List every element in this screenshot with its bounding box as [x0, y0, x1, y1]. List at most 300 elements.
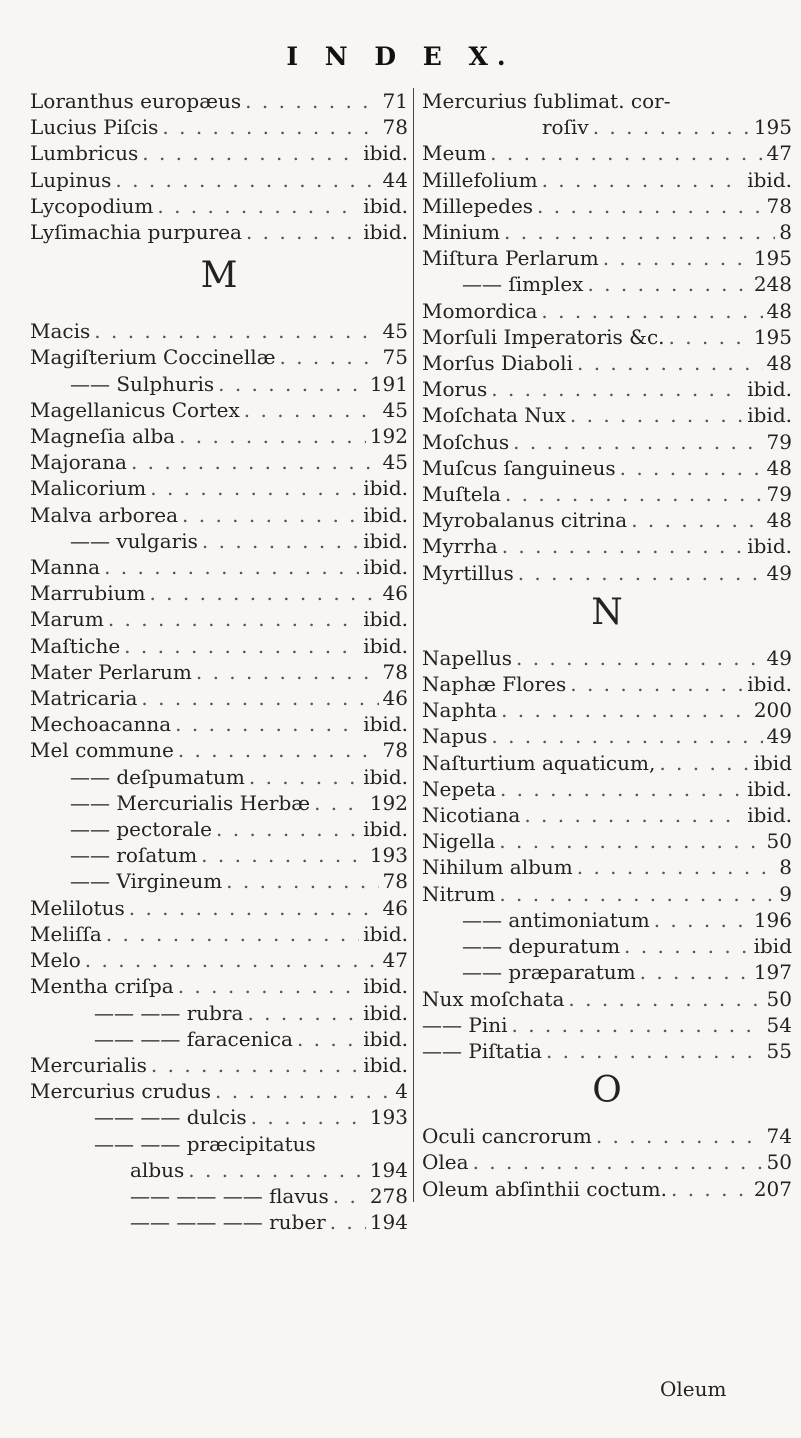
index-entry	[422, 881, 792, 907]
leader-dots	[106, 921, 359, 947]
entry-name: Moſchata Nux	[422, 403, 566, 428]
index-entry	[422, 1012, 792, 1038]
catchword: Oleum	[660, 1377, 727, 1401]
entry-page: 197	[753, 960, 792, 985]
entry-page: 195	[753, 324, 792, 349]
entry-name: Myrrha	[422, 534, 498, 559]
entry-name: Morus	[422, 377, 488, 402]
leader-dots	[196, 659, 379, 685]
entry-page: ibid.	[363, 1026, 408, 1051]
index-entry	[422, 697, 792, 723]
entry-page: 48	[766, 298, 792, 323]
entry-name: —— —— —— ruber	[130, 1210, 326, 1235]
leader-dots	[593, 114, 750, 140]
entry-page: 49	[766, 724, 792, 749]
entry-page: ibid.	[363, 1000, 408, 1025]
entry-name: Myrobalanus citrina	[422, 508, 628, 533]
leader-dots	[620, 455, 763, 481]
leader-dots	[596, 1123, 763, 1149]
leader-dots	[669, 324, 750, 350]
index-entry	[422, 1149, 792, 1175]
entry-page: 248	[753, 272, 792, 297]
entry-page: ibid.	[747, 534, 792, 559]
entry-page: ibid.	[363, 974, 408, 999]
entry-name: Morſus Diaboli	[422, 351, 573, 376]
leader-dots	[499, 828, 762, 854]
index-entry	[422, 140, 792, 166]
index-entry	[30, 423, 408, 449]
leader-dots	[491, 376, 743, 402]
index-entry	[30, 737, 408, 763]
entry-name: —— Sulphuris	[70, 371, 215, 396]
entry-page: 46	[382, 895, 408, 920]
entry-page: 195	[753, 115, 792, 140]
entry-name: Napus	[422, 724, 488, 749]
entry-name: Mercurialis	[30, 1052, 147, 1077]
index-entry	[422, 402, 792, 428]
entry-page: ibid	[753, 934, 792, 959]
entry-page: 8	[779, 855, 792, 880]
entry-name: Olea	[422, 1150, 469, 1175]
entry-page: ibid.	[747, 803, 792, 828]
entry-name: Matricaria	[30, 686, 138, 711]
entry-name: —— roſatum	[70, 843, 198, 868]
entry-name: Mercurius ſublimat. cor-	[422, 89, 671, 113]
entry-name: Majorana	[30, 450, 127, 475]
leader-dots	[85, 947, 379, 973]
leader-dots	[216, 816, 359, 842]
index-entry	[30, 502, 408, 528]
page-header: I N D E X.	[286, 42, 515, 71]
entry-name: Lyſimachia purpurea	[30, 220, 242, 245]
leader-dots	[631, 507, 762, 533]
leader-dots	[280, 344, 379, 370]
leader-dots	[524, 802, 743, 828]
entry-page: 48	[766, 508, 792, 533]
index-entry	[422, 1123, 792, 1149]
entry-page: 79	[766, 482, 792, 507]
leader-dots	[577, 350, 763, 376]
entry-page: 79	[766, 429, 792, 454]
entry-page: 200	[753, 698, 792, 723]
leader-dots	[244, 397, 379, 423]
index-entry	[422, 645, 792, 671]
entry-page: 192	[369, 424, 408, 449]
entry-page: 207	[753, 1176, 792, 1201]
leader-dots	[178, 973, 360, 999]
index-entry	[30, 764, 408, 790]
entry-page: 8	[779, 220, 792, 245]
entry-name: Meliſſa	[30, 921, 102, 946]
entry-name: —— —— —— flavus	[130, 1183, 329, 1208]
index-entry	[30, 1026, 408, 1052]
entry-page: 50	[766, 829, 792, 854]
entry-page: 9	[779, 881, 792, 906]
index-entry	[30, 685, 408, 711]
entry-page: 47	[766, 141, 792, 166]
entry-page: ibid.	[363, 633, 408, 658]
entry-name: Lycopodium	[30, 193, 154, 218]
entry-page: ibid.	[363, 528, 408, 553]
leader-dots	[104, 554, 359, 580]
entry-page: ibid.	[363, 476, 408, 501]
entry-page: 195	[753, 246, 792, 271]
index-entry	[30, 1157, 408, 1183]
left-entries-m	[30, 318, 408, 1235]
entry-name: —— —— rubra	[94, 1000, 244, 1025]
leader-dots	[178, 737, 379, 763]
entry-page: ibid.	[747, 403, 792, 428]
entry-page: 196	[753, 907, 792, 932]
leader-dots	[115, 167, 378, 193]
index-entry	[30, 895, 408, 921]
entry-name: Moſchus	[422, 429, 510, 454]
index-entry	[422, 560, 792, 586]
index-entry	[422, 114, 792, 140]
leader-dots	[512, 1012, 763, 1038]
index-entry	[30, 114, 408, 140]
index-entry	[422, 376, 792, 402]
index-entry	[422, 854, 792, 880]
entry-name: Millepedes	[422, 193, 534, 218]
entry-name: Magellanicus Cortex	[30, 397, 240, 422]
left-entries-l	[30, 88, 408, 245]
index-entry	[30, 475, 408, 501]
index-entry	[30, 868, 408, 894]
entry-name: Lucius Piſcis	[30, 115, 159, 140]
entry-page: ibid.	[747, 776, 792, 801]
leader-dots	[502, 533, 744, 559]
leader-dots	[491, 723, 762, 749]
leader-dots	[654, 907, 750, 933]
entry-page: 45	[382, 450, 408, 475]
index-entry	[30, 711, 408, 737]
entry-page: 78	[382, 869, 408, 894]
index-entry	[422, 802, 792, 828]
entry-name: —— —— præcipitatus	[94, 1131, 316, 1156]
entry-name: Melilotus	[30, 895, 125, 920]
index-entry	[30, 659, 408, 685]
index-entry	[30, 88, 408, 114]
leader-dots	[162, 114, 378, 140]
index-entry	[30, 554, 408, 580]
entry-page: 49	[766, 560, 792, 585]
index-entry	[30, 167, 408, 193]
leader-dots	[603, 245, 750, 271]
index-entry	[422, 1176, 792, 1202]
leader-dots	[542, 167, 744, 193]
leader-dots	[108, 606, 359, 632]
entry-page: 48	[766, 351, 792, 376]
index-entry	[30, 580, 408, 606]
entry-name: Marum	[30, 607, 104, 632]
entry-page: 46	[382, 581, 408, 606]
entry-page: ibid.	[747, 377, 792, 402]
entry-page: 78	[382, 659, 408, 684]
entry-page: 75	[382, 345, 408, 370]
index-entry	[30, 344, 408, 370]
leader-dots	[546, 1038, 763, 1064]
entry-name: Morſuli Imperatoris &c.	[422, 324, 665, 349]
entry-name: Marrubium	[30, 581, 146, 606]
index-entry	[30, 1078, 408, 1104]
entry-page: 74	[766, 1124, 792, 1149]
leader-dots	[124, 633, 359, 659]
index-entry	[422, 723, 792, 749]
entry-page: ibid.	[363, 712, 408, 737]
entry-name: —— —— faracenica	[94, 1026, 293, 1051]
leader-dots	[516, 645, 763, 671]
index-entry	[30, 140, 408, 166]
entry-name: Muſcus ſanguineus	[422, 455, 616, 480]
leader-dots	[150, 475, 359, 501]
leader-dots	[297, 1026, 359, 1052]
entry-page: 44	[382, 167, 408, 192]
entry-page: 46	[382, 686, 408, 711]
index-entry	[30, 816, 408, 842]
index-entry	[422, 828, 792, 854]
index-entry	[30, 633, 408, 659]
leader-dots	[179, 423, 366, 449]
index-entry	[422, 533, 792, 559]
leader-dots	[94, 318, 378, 344]
entry-name: —— depuratum	[462, 934, 621, 959]
leader-dots	[659, 750, 749, 776]
leader-dots	[246, 219, 359, 245]
entry-page: 194	[369, 1210, 408, 1235]
leader-dots	[175, 711, 359, 737]
entry-page: 278	[369, 1183, 408, 1208]
entry-page: 194	[369, 1157, 408, 1182]
right-column	[413, 88, 792, 1202]
leader-dots	[473, 1149, 763, 1175]
index-entry	[422, 219, 792, 245]
index-entry	[30, 1052, 408, 1078]
entry-name: Naſturtium aquaticum,	[422, 750, 656, 775]
entry-page: 193	[369, 1105, 408, 1130]
index-entry	[30, 1104, 408, 1130]
index-entry	[422, 350, 792, 376]
entry-name: Oleum abſinthii coctum.	[422, 1176, 667, 1201]
leader-dots	[490, 140, 762, 166]
entry-page: ibid.	[363, 502, 408, 527]
leader-dots	[201, 842, 366, 868]
entry-page: 55	[766, 1038, 792, 1063]
section-letter-m: M	[200, 255, 238, 297]
leader-dots	[570, 671, 743, 697]
entry-name: Meum	[422, 141, 487, 166]
entry-page: ibid.	[363, 921, 408, 946]
entry-name: —— pectorale	[70, 817, 212, 842]
entry-page: 191	[369, 371, 408, 396]
index-entry	[422, 776, 792, 802]
index-entry	[30, 1131, 408, 1157]
entry-name: —— Piſtatia	[422, 1038, 542, 1063]
leader-dots	[245, 88, 378, 114]
index-entry	[30, 1183, 408, 1209]
index-entry	[30, 1000, 408, 1026]
entry-page: ibid.	[363, 817, 408, 842]
leader-dots	[640, 959, 750, 985]
index-entry	[30, 371, 408, 397]
entry-page: 193	[369, 843, 408, 868]
leader-dots	[499, 881, 775, 907]
entry-name: Millefolium	[422, 167, 538, 192]
section-letter-o: O	[592, 1070, 622, 1112]
entry-name: Mercurius crudus	[30, 1079, 212, 1104]
entry-name: Nux moſchata	[422, 986, 565, 1011]
entry-name: —— vulgaris	[70, 528, 198, 553]
entry-name: Maſtiche	[30, 633, 121, 658]
entry-name: —— Virgineum	[70, 869, 223, 894]
leader-dots	[541, 298, 762, 324]
right-entries-m	[422, 88, 792, 586]
entry-name: Nihilum album	[422, 855, 573, 880]
entry-page: 78	[382, 738, 408, 763]
leader-dots	[570, 402, 743, 428]
leader-dots	[142, 140, 359, 166]
index-entry	[422, 671, 792, 697]
entry-page: ibid.	[363, 141, 408, 166]
entry-page: 54	[766, 1012, 792, 1037]
entry-page: 4	[395, 1079, 408, 1104]
index-entry	[422, 933, 792, 959]
index-entry	[422, 481, 792, 507]
entry-name: Oculi cancrorum	[422, 1124, 592, 1149]
entry-page: ibid.	[747, 167, 792, 192]
index-entry	[422, 245, 792, 271]
entry-page: 49	[766, 645, 792, 670]
leader-dots	[577, 854, 776, 880]
entry-page: 78	[766, 193, 792, 218]
leader-dots	[182, 502, 359, 528]
leader-dots	[500, 776, 743, 802]
entry-page: ibid.	[363, 1052, 408, 1077]
leader-dots	[624, 933, 750, 959]
index-entry	[422, 167, 792, 193]
entry-name: Nigella	[422, 829, 496, 854]
leader-dots	[188, 1157, 366, 1183]
entry-page: 45	[382, 319, 408, 344]
index-entry	[30, 318, 408, 344]
right-entries-o	[422, 1123, 792, 1202]
entry-name: Lupinus	[30, 167, 112, 192]
entry-name: albus	[130, 1157, 185, 1182]
entry-name: —— Mercurialis Herbæ	[70, 790, 311, 815]
index-entry	[30, 790, 408, 816]
entry-page: ibid.	[363, 764, 408, 789]
index-entry	[30, 449, 408, 475]
entry-page: ibid.	[363, 607, 408, 632]
leader-dots	[513, 429, 762, 455]
leader-dots	[202, 528, 359, 554]
index-entry	[30, 1209, 408, 1235]
leader-dots	[518, 560, 763, 586]
entry-name: Malva arborea	[30, 502, 179, 527]
index-entry	[422, 193, 792, 219]
entry-name: Magneſia alba	[30, 424, 176, 449]
index-entry	[422, 455, 792, 481]
index-entry	[30, 528, 408, 554]
leader-dots	[151, 1052, 359, 1078]
entry-name: Naphæ Flores	[422, 672, 567, 697]
entry-name: Melo	[30, 948, 81, 973]
entry-name: Magiſterium Coccinellæ	[30, 345, 276, 370]
index-entry	[422, 1038, 792, 1064]
entry-name: Mel commune	[30, 738, 174, 763]
entry-name: —— præparatum	[462, 960, 636, 985]
entry-name: Mentha criſpa	[30, 974, 174, 999]
entry-name: Malicorium	[30, 476, 147, 501]
index-entry	[422, 429, 792, 455]
leader-dots	[330, 1209, 366, 1235]
section-letter-n: N	[591, 591, 623, 633]
leader-dots	[247, 1000, 359, 1026]
leader-dots	[501, 697, 750, 723]
leader-dots	[333, 1183, 366, 1209]
leader-dots	[504, 219, 775, 245]
entry-page: ibid	[753, 750, 792, 775]
index-entry	[422, 271, 792, 297]
entry-page: ibid.	[363, 220, 408, 245]
index-entry	[30, 606, 408, 632]
entry-name: Naphta	[422, 698, 498, 723]
entry-name: Muſtela	[422, 482, 501, 507]
leader-dots	[249, 764, 359, 790]
entry-name: Mechoacanna	[30, 712, 172, 737]
leader-dots	[671, 1176, 750, 1202]
index-entry	[30, 193, 408, 219]
index-entry	[422, 324, 792, 350]
entry-name: Macis	[30, 319, 91, 344]
entry-name: —— ſimplex	[462, 272, 584, 297]
leader-dots	[218, 371, 366, 397]
leader-dots	[226, 868, 378, 894]
right-entries-n	[422, 645, 792, 1064]
leader-dots	[129, 895, 379, 921]
entry-page: 71	[382, 89, 408, 113]
entry-name: Nitrum	[422, 881, 496, 906]
index-entry	[30, 973, 408, 999]
index-entry	[422, 907, 792, 933]
index-entry	[30, 219, 408, 245]
index-entry	[422, 750, 792, 776]
entry-page: ibid.	[363, 555, 408, 580]
entry-page: 48	[766, 455, 792, 480]
entry-page: 50	[766, 1150, 792, 1175]
leader-dots	[537, 193, 763, 219]
entry-name: Nicotiana	[422, 803, 521, 828]
entry-page: 47	[382, 948, 408, 973]
leader-dots	[505, 481, 763, 507]
leader-dots	[314, 790, 366, 816]
entry-name: Myrtillus	[422, 560, 514, 585]
leader-dots	[568, 986, 762, 1012]
entry-name: roſiv	[542, 115, 589, 140]
entry-page: ibid.	[747, 672, 792, 697]
index-entry	[30, 397, 408, 423]
leader-dots	[141, 685, 378, 711]
entry-page: ibid.	[363, 193, 408, 218]
index-entry	[422, 507, 792, 533]
leader-dots	[149, 580, 378, 606]
entry-name: —— Pini	[422, 1012, 508, 1037]
entry-name: Minium	[422, 220, 500, 245]
entry-name: Mater Perlarum	[30, 659, 192, 684]
entry-name: —— deſpumatum	[70, 764, 245, 789]
left-column	[30, 88, 408, 1235]
entry-page: 78	[382, 115, 408, 140]
